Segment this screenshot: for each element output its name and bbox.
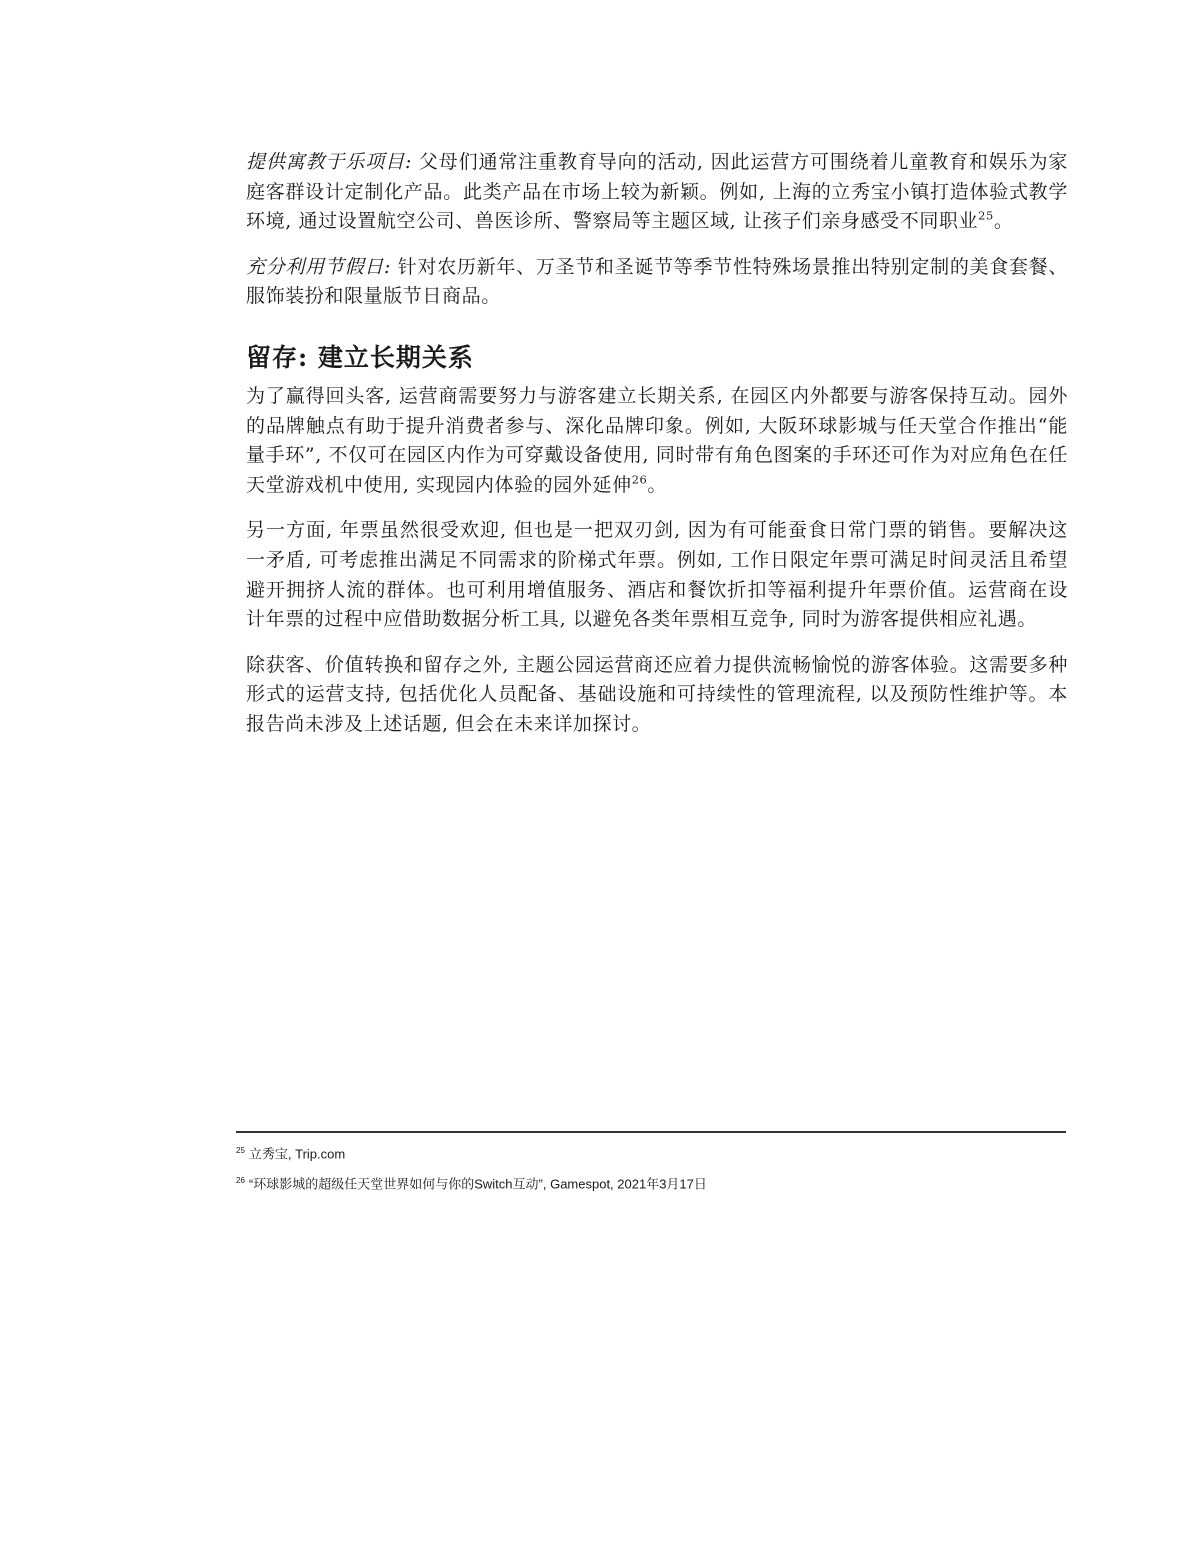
paragraph-holidays	[246, 253, 1068, 312]
section-heading-retention: 留存: 建立长期关系	[246, 342, 474, 372]
paragraph-lead: 充分利用节假日:	[246, 255, 392, 278]
footnote-divider	[236, 1131, 1066, 1133]
paragraph-tail: 。	[993, 210, 1014, 233]
paragraph-tail: 。	[647, 473, 667, 496]
footnote-ref-25[interactable]: 25	[978, 208, 994, 223]
footnote-25	[236, 1137, 1066, 1167]
paragraph-lead: 提供寓教于乐项目:	[246, 151, 412, 173]
paragraph-text: 除获客、价值转换和留存之外, 主题公园运营商还应着力提供流畅愉悦的游客体验。这需要多种形式的运营支持, 包括优化人员配备、基础设施和可持续性的管理流程, 以及预防性维护等。本报告尚未涉及上述话题, 但会在未来详加探讨。	[246, 653, 1068, 735]
paragraph-operations	[246, 651, 1068, 740]
paragraph-text: 为了赢得回头客, 运营商需要努力与游客建立长期关系, 在园区内外都要与游客保持互动。园外的品牌触点有助于提升消费者参与、深化品牌印象。例如, 大阪环球影城与任天堂合作推出“能量手环”, 不仅可在园区内作为可穿戴设备使用, 同时带有角色图案的手环还可作为对应角色在任天堂游戏机中使用, 实现园内体验的园外延伸	[246, 384, 1068, 496]
document-body	[246, 148, 1068, 756]
paragraph-text: 针对农历新年、万圣节和圣诞节等季节性特殊场景推出特别定制的美食套餐、服饰装扮和限量版节日商品。	[246, 255, 1068, 308]
footnote-text: 立秀宝, Trip.com	[248, 1146, 346, 1162]
paragraph-long-term-relationship	[246, 382, 1068, 500]
paragraph-text: 另一方面, 年票虽然很受欢迎, 但也是一把双刃剑, 因为有可能蚕食日常门票的销售。要解决这一矛盾, 可考虑推出满足不同需求的阶梯式年票。例如, 工作日限定年票可满足时间灵活且希望避开拥挤人流的群体。也可利用增值服务、酒店和餐饮折扣等福利提升年票价值。运营商在设计年票的过程中应借助数据分析工具, 以避免各类年票相互竞争, 同时为游客提供相应礼遇。	[246, 519, 1068, 631]
footnote-text: “环球影城的超级任天堂世界如何与你的Switch互动”, Gamespot, 2021年3月17日	[248, 1176, 707, 1192]
footnote-number: 26	[236, 1176, 245, 1186]
footnote-26	[236, 1167, 1066, 1197]
footnote-number: 25	[236, 1146, 245, 1155]
paragraph-text: 父母们通常注重教育导向的活动, 因此运营方可围绕着儿童教育和娱乐为家庭客群设计定制化产品。此类产品在市场上较为新颖。例如, 上海的立秀宝小镇打造体验式教学环境, 通过设置航空公司、兽医诊所、警察局等主题区域, 让孩子们亲身感受不同职业	[246, 151, 1068, 233]
footnotes	[236, 1131, 1066, 1198]
paragraph-edutainment	[246, 148, 1068, 237]
footnote-ref-26[interactable]: 26	[631, 472, 648, 487]
paragraph-annual-pass	[246, 516, 1068, 634]
